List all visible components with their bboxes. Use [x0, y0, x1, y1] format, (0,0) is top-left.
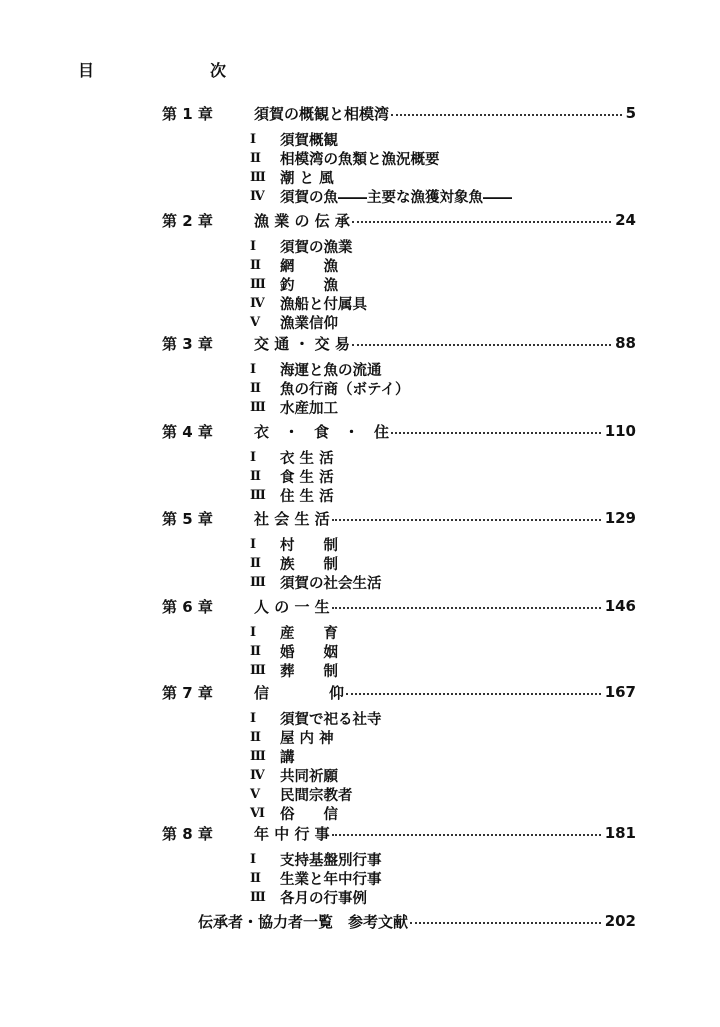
section-entry[interactable]	[250, 398, 338, 416]
page-title: 目 次	[78, 61, 277, 80]
section-number: Ⅵ	[250, 805, 265, 821]
section-number: Ⅰ	[250, 624, 257, 640]
section-entry[interactable]	[250, 728, 334, 746]
chapter-page: 5	[625, 104, 636, 122]
section-number: Ⅰ	[250, 536, 257, 552]
section-number: Ⅲ	[250, 487, 266, 503]
section-number: Ⅲ	[250, 889, 266, 905]
chapter-title: 社 会 生 活	[254, 509, 330, 528]
section-title: 支持基盤別行事	[280, 852, 382, 869]
dot-leader	[391, 423, 601, 434]
section-number: Ⅲ	[250, 276, 266, 292]
section-number: Ⅱ	[250, 380, 261, 396]
chapter-page: 167	[604, 683, 636, 701]
chapter-entry[interactable]	[162, 823, 636, 843]
chapter-entry[interactable]	[162, 508, 636, 528]
chapter-page: 146	[604, 597, 636, 615]
section-entry[interactable]	[250, 379, 409, 397]
section-title: 海運と魚の流通	[280, 362, 382, 379]
dot-leader	[391, 105, 622, 116]
section-title: 屋 内 神	[280, 730, 334, 747]
chapter-page: 181	[604, 824, 636, 842]
section-number: Ⅱ	[250, 555, 261, 571]
section-entry[interactable]	[250, 709, 382, 727]
chapter-entry[interactable]	[162, 333, 636, 353]
dot-leader	[332, 510, 601, 521]
section-title: 生業と年中行事	[280, 871, 382, 888]
section-number: Ⅴ	[250, 786, 261, 802]
section-title: 住 生 活	[280, 488, 334, 505]
section-number: Ⅳ	[250, 295, 265, 311]
section-number: Ⅲ	[250, 748, 266, 764]
chapter-number: 第 2 章	[162, 211, 213, 230]
section-number: Ⅰ	[250, 361, 257, 377]
section-number: Ⅰ	[250, 238, 257, 254]
section-title: 網 漁	[280, 258, 338, 275]
chapter-page: 110	[604, 422, 636, 440]
section-entry[interactable]	[250, 168, 334, 186]
section-entry[interactable]	[250, 486, 334, 504]
section-number: Ⅱ	[250, 729, 261, 745]
chapter-title: 漁 業 の 伝 承	[254, 211, 350, 230]
section-title: 須賀の漁業	[280, 239, 353, 256]
chapter-title: 衣 ・ 食 ・ 住	[254, 422, 390, 441]
section-entry[interactable]	[250, 869, 382, 887]
chapter-entry[interactable]	[162, 682, 636, 702]
section-number: Ⅰ	[250, 449, 257, 465]
section-number: Ⅱ	[250, 643, 261, 659]
section-title: 衣 生 活	[280, 450, 334, 467]
section-title: 各月の行事例	[280, 890, 367, 907]
footer-page: 202	[604, 912, 636, 930]
dot-leader	[410, 913, 601, 924]
section-number: Ⅴ	[250, 314, 261, 330]
section-title: 族 制	[280, 556, 338, 573]
section-number: Ⅱ	[250, 150, 261, 166]
section-entry[interactable]	[250, 149, 440, 167]
chapter-number: 第 5 章	[162, 509, 213, 528]
chapter-entry[interactable]	[162, 103, 636, 123]
section-title: 須賀の社会生活	[280, 575, 382, 592]
section-title: 婚 姻	[280, 644, 338, 661]
chapter-title: 信 仰	[254, 683, 345, 702]
chapter-entry[interactable]	[162, 596, 636, 616]
chapter-entry[interactable]	[162, 210, 636, 230]
section-entry[interactable]	[250, 294, 367, 312]
chapter-page: 129	[604, 509, 636, 527]
section-title: 釣 漁	[280, 277, 338, 294]
section-entry[interactable]	[250, 313, 338, 331]
section-number: Ⅲ	[250, 574, 266, 590]
dot-leader	[352, 212, 611, 223]
section-title: 須賀概観	[280, 132, 338, 149]
chapter-number: 第 7 章	[162, 683, 213, 702]
section-number: Ⅰ	[250, 851, 257, 867]
section-entry[interactable]	[250, 661, 338, 679]
section-number: Ⅲ	[250, 399, 266, 415]
chapter-number: 第 6 章	[162, 597, 213, 616]
section-entry[interactable]	[250, 360, 382, 378]
chapter-number: 第 8 章	[162, 824, 213, 843]
section-title: 漁船と付属具	[280, 296, 367, 313]
section-title: 須賀の魚――主要な漁獲対象魚――	[280, 189, 512, 206]
section-title: 俗 信	[280, 806, 338, 823]
chapter-entry[interactable]	[162, 421, 636, 441]
section-title: 村 制	[280, 537, 338, 554]
section-entry[interactable]	[250, 888, 367, 906]
section-number: Ⅳ	[250, 767, 265, 783]
dot-leader	[352, 335, 611, 346]
dot-leader	[332, 598, 601, 609]
section-number: Ⅱ	[250, 468, 261, 484]
footer-entry[interactable]	[198, 911, 636, 931]
section-title: 食 生 活	[280, 469, 334, 486]
section-entry[interactable]	[250, 554, 338, 572]
section-entry[interactable]	[250, 747, 295, 765]
section-entry[interactable]	[250, 850, 382, 868]
section-entry[interactable]	[250, 130, 338, 148]
section-number: Ⅲ	[250, 169, 266, 185]
section-title: 産 育	[280, 625, 338, 642]
section-title: 葬 制	[280, 663, 338, 680]
chapter-number: 第 4 章	[162, 422, 213, 441]
section-title: 講	[280, 749, 295, 766]
section-number: Ⅰ	[250, 131, 257, 147]
chapter-page: 24	[615, 211, 636, 229]
section-entry[interactable]	[250, 448, 334, 466]
section-number: Ⅱ	[250, 257, 261, 273]
section-entry[interactable]	[250, 237, 353, 255]
section-title: 民間宗教者	[280, 787, 353, 804]
chapter-title: 交 通 ・ 交 易	[254, 334, 350, 353]
chapter-title: 人 の 一 生	[254, 597, 330, 616]
section-title: 共同祈願	[280, 768, 338, 785]
section-entry[interactable]	[250, 275, 338, 293]
section-number: Ⅰ	[250, 710, 257, 726]
section-entry[interactable]	[250, 804, 338, 822]
section-entry[interactable]	[250, 467, 334, 485]
section-entry[interactable]	[250, 623, 338, 641]
chapter-page: 88	[615, 334, 636, 352]
section-number: Ⅳ	[250, 188, 265, 204]
section-title: 相模湾の魚類と漁況概要	[280, 151, 440, 168]
chapter-number: 第 1 章	[162, 104, 213, 123]
dot-leader	[332, 825, 601, 836]
section-title: 潮 と 風	[280, 170, 334, 187]
chapter-title: 年 中 行 事	[254, 824, 330, 843]
chapter-number: 第 3 章	[162, 334, 213, 353]
chapter-title: 須賀の概観と相模湾	[254, 104, 390, 123]
section-number: Ⅲ	[250, 662, 266, 678]
section-entry[interactable]	[250, 187, 512, 205]
footer-title: 伝承者・協力者一覧 参考文献	[198, 912, 409, 931]
section-title: 須賀で祀る社寺	[280, 711, 382, 728]
section-number: Ⅱ	[250, 870, 261, 886]
section-entry[interactable]	[250, 535, 338, 553]
section-entry[interactable]	[250, 785, 353, 803]
section-entry[interactable]	[250, 256, 338, 274]
section-entry[interactable]	[250, 573, 382, 591]
section-entry[interactable]	[250, 642, 338, 660]
dot-leader	[346, 684, 601, 695]
section-entry[interactable]	[250, 766, 338, 784]
section-title: 水産加工	[280, 400, 338, 417]
section-title: 漁業信仰	[280, 315, 338, 332]
section-title: 魚の行商（ボテイ）	[280, 381, 410, 398]
